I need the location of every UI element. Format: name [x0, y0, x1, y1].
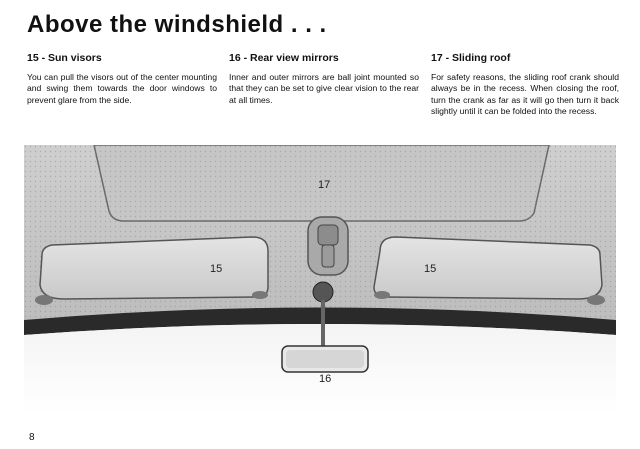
section-body: For safety reasons, the sliding roof crank should always be in the recess. When closing the roof, turn the crank as far as it will go then turn it back slightly until it can be folded into the recess. [431, 72, 619, 116]
callout-15-left: 15 [210, 263, 223, 275]
section-rear-view-mirrors [229, 52, 419, 106]
callout-17: 17 [318, 179, 331, 191]
interior-photo [24, 145, 616, 415]
callout-16: 16 [319, 373, 332, 385]
section-heading: 15 - Sun visors [27, 52, 102, 64]
page-number: 8 [29, 432, 35, 443]
page-title: Above the windshield . . . [27, 11, 327, 38]
section-sun-visors [27, 52, 217, 106]
section-heading: 16 - Rear view mirrors [229, 52, 339, 64]
sun-visor-right [374, 237, 605, 305]
section-heading: 17 - Sliding roof [431, 52, 511, 64]
section-sliding-roof [431, 52, 619, 117]
roof-crank-mount [308, 217, 348, 275]
section-body: Inner and outer mirrors are ball joint mounted so that they can be set to give clear vision to the rear at all times. [229, 72, 419, 105]
section-body: You can pull the visors out of the center mounting and swing them towards the door windows to prevent glare from the side. [27, 72, 217, 105]
sun-visor-left [35, 237, 268, 305]
callout-15-right: 15 [424, 263, 437, 275]
